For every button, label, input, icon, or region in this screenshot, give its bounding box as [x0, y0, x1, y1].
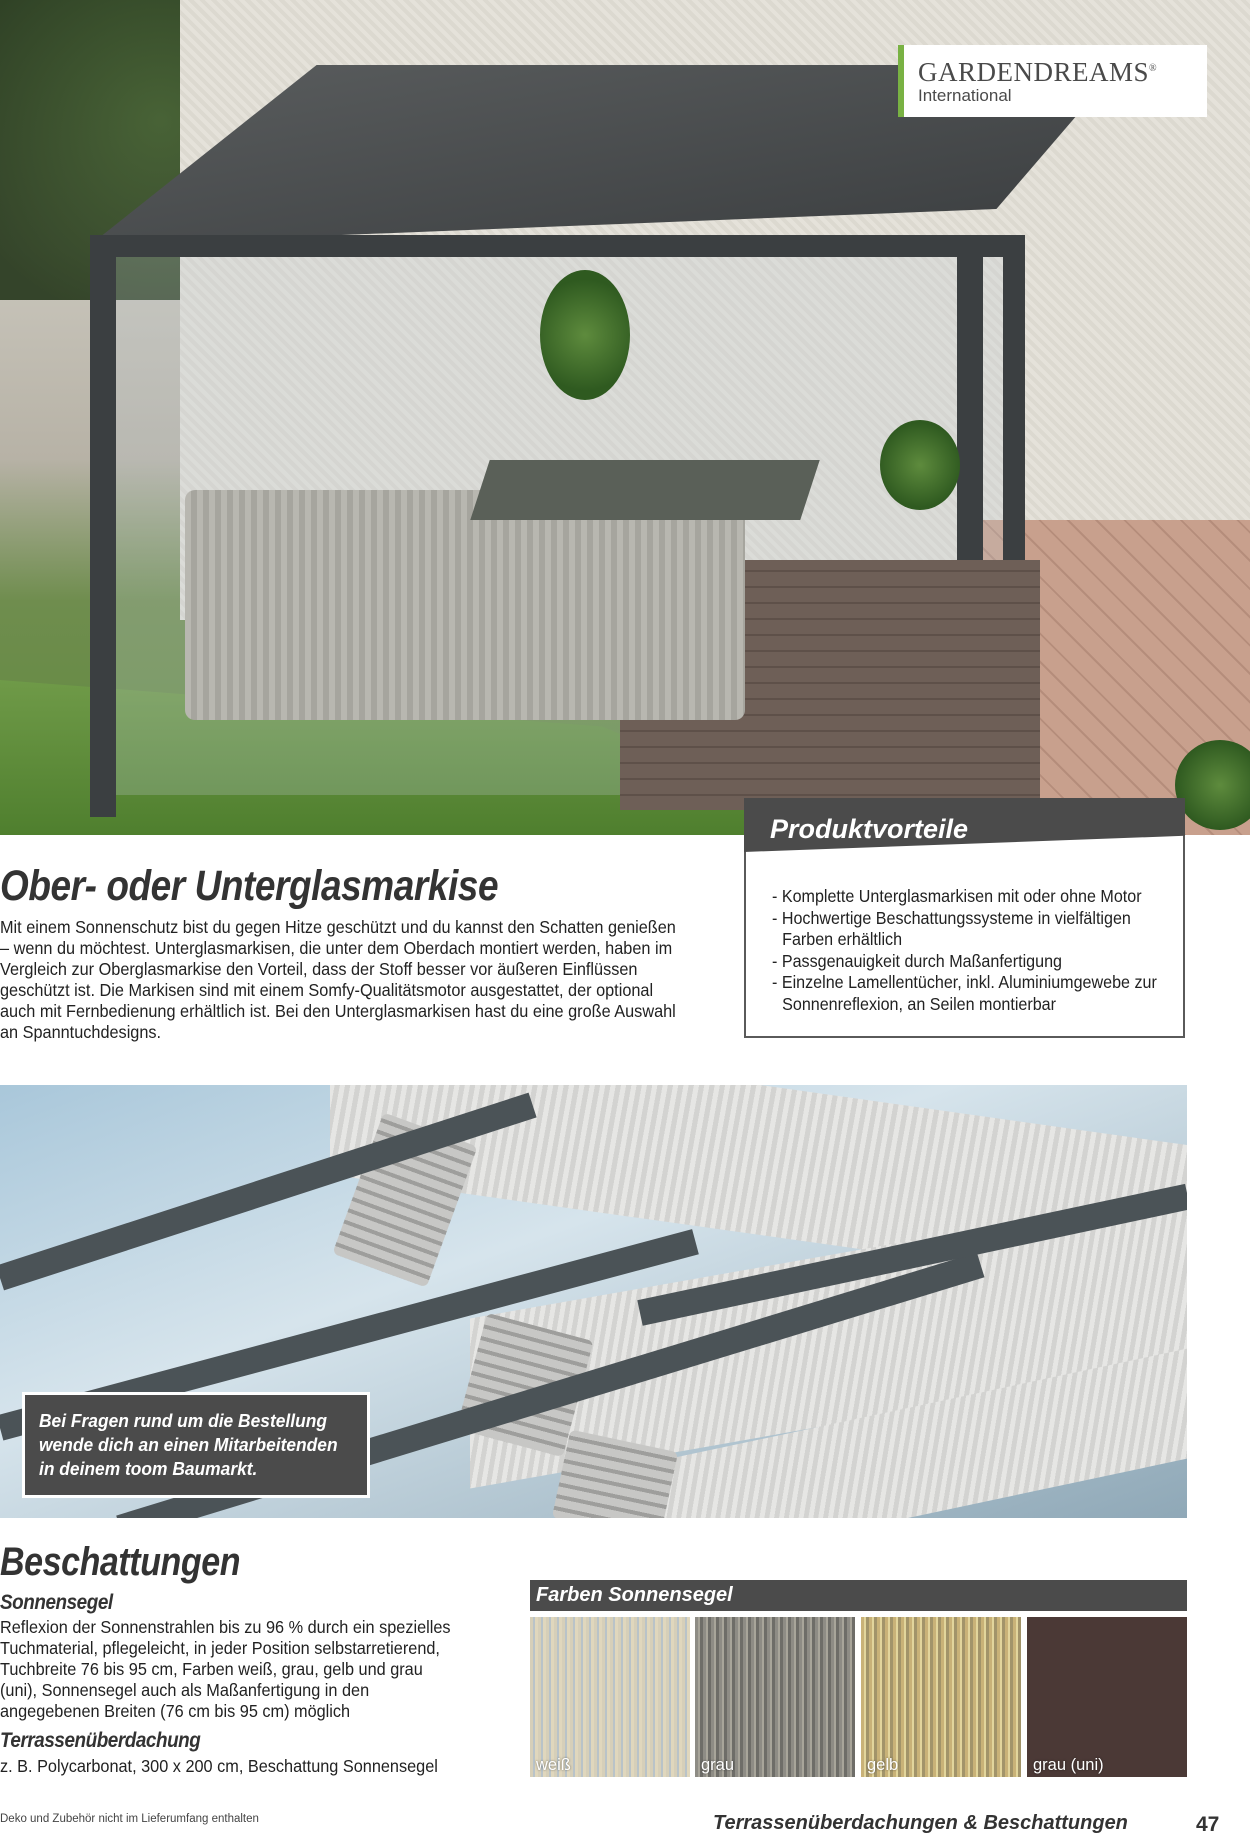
list-item: - Einzelne Lamellentücher, inkl. Aluminiumgewebe zur Sonnenreflexion, an Seilen montierbar [772, 972, 1168, 1015]
terrasse-text: z. B. Polycarbonat, 300 x 200 cm, Beschattung Sonnensegel [0, 1756, 438, 1776]
hero-photo-glass-room [0, 0, 1250, 835]
farben-header [530, 1580, 1187, 1611]
logo-brand: GARDENDREAMS® [918, 57, 1158, 87]
markise-title: Ober- oder Unterglasmarkise [0, 862, 499, 910]
sonnensegel-title: Sonnensegel [0, 1591, 113, 1614]
question-box [22, 1392, 370, 1498]
wicker-sofa [185, 490, 745, 720]
sonnensegel-text: Reflexion der Sonnenstrahlen bis zu 96 % durch ein spezielles Tuchmaterial, pflegeleicht, in jeder Position selbstarretierend, Tuchbreite 76 bis 95 cm, Farben weiß, grau, gelb und grau (uni), Sonnensegel auch als Maßanfertigung in den angegebenen Breiten (76 cm bis 95 cm) möglich [0, 1617, 451, 1721]
swatch-grau-uni [1027, 1617, 1187, 1777]
question-text: Bei Fragen rund um die Bestellung wende dich an einen Mitarbeitenden in deinem toom Baumarkt. [39, 1410, 338, 1479]
produktvorteile-list [772, 886, 1172, 1015]
terrasse-title: Terrassenüberdachung [0, 1729, 201, 1752]
swatch-grau [695, 1617, 855, 1777]
beschattungen-title: Beschattungen [0, 1540, 241, 1584]
logo-sub: International [918, 86, 1012, 105]
swatch-label: weiß [536, 1756, 571, 1774]
swatch-weiss [530, 1617, 690, 1777]
farben-title: Farben Sonnensegel [536, 1584, 733, 1606]
plant [880, 420, 960, 510]
garden-table [470, 460, 819, 520]
footer-section-title: Terrassenüberdachungen & Beschattungen [713, 1812, 1128, 1834]
footer-note: Deko und Zubehör nicht im Lieferumfang enthalten [0, 1813, 259, 1825]
swatch-label: gelb [867, 1756, 899, 1774]
frame-post-left [90, 257, 116, 817]
swatch-label: grau (uni) [1033, 1756, 1104, 1774]
produktvorteile-title: Produktvorteile [770, 814, 969, 844]
plant [540, 270, 630, 400]
page-number: 47 [1196, 1813, 1220, 1836]
list-item: - Hochwertige Beschattungssysteme in vielfältigen Farben erhältlich [772, 908, 1168, 951]
swatch-gelb [861, 1617, 1021, 1777]
markise-text: Mit einem Sonnenschutz bist du gegen Hitze geschützt und du kannst den Schatten genießen – wenn du möchtest. Unterglasmarkisen, die unter dem Oberdach montiert werden, haben im Vergleich zur Oberglasmarkise den Vorteil, dass der Stoff besser vor äußeren Einflüssen geschützt ist. Die Markisen sind mit einem Somfy-Qualitätsmotor ausgestattet, der optional auch mit Fernbedienung erhältlich ist. Bei den Unterglasmarkisen hast du eine große Auswahl an Spanntuchdesigns. [0, 917, 676, 1042]
swatch-label: grau [701, 1756, 735, 1774]
list-item: - Passgenauigkeit durch Maßanfertigung [772, 951, 1168, 973]
list-item: - Komplette Unterglasmarkisen mit oder ohne Motor [772, 886, 1168, 908]
gardendreams-logo [898, 45, 1207, 117]
